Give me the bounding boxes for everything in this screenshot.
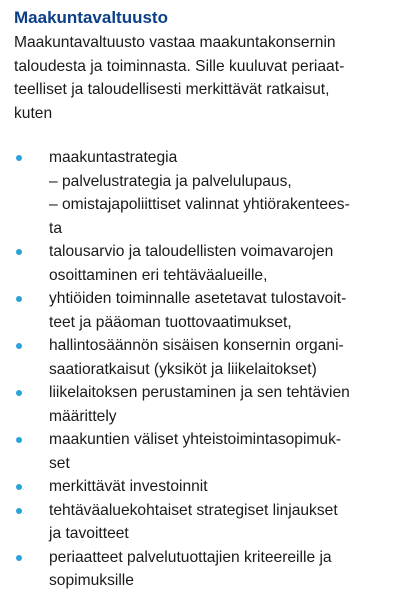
list-item bbox=[0, 287, 347, 334]
list-item-line: tehtäväaluekohtaiset strategiset linjaukset bbox=[49, 501, 338, 519]
list-item-line: maakuntien väliset yhteistoimintasopimuk- bbox=[49, 431, 342, 448]
list-item-line: teet ja pääoman tuottovaatimukset, bbox=[49, 313, 292, 331]
list-item bbox=[0, 499, 338, 546]
bullet-dot-icon bbox=[16, 296, 22, 302]
bullet-dot-icon bbox=[16, 343, 22, 349]
list-item bbox=[0, 381, 350, 428]
bullet-dot-icon bbox=[16, 484, 22, 490]
list-item-line: talousarvio ja taloudellisten voimavarojen bbox=[49, 243, 334, 260]
list-item-line: osoittaminen eri tehtäväalueille, bbox=[49, 266, 268, 284]
list-item-line: – palvelustrategia ja palvelulupaus, bbox=[49, 172, 292, 190]
list-item-line: sopimuksille bbox=[49, 572, 134, 589]
bullet-list bbox=[0, 146, 350, 593]
list-item bbox=[0, 240, 334, 287]
bullet-dot-icon bbox=[16, 155, 22, 161]
list-item bbox=[0, 428, 342, 475]
bullet-dot-icon bbox=[16, 555, 22, 561]
bullet-dot-icon bbox=[16, 508, 22, 514]
list-item bbox=[0, 475, 301, 499]
bullet-dot-icon bbox=[16, 249, 22, 255]
list-item-line: periaatteet palvelutuottajien kriteereille ja bbox=[49, 548, 332, 566]
bullet-dot-icon bbox=[16, 437, 22, 443]
list-item bbox=[0, 546, 332, 593]
list-item bbox=[0, 334, 344, 381]
list-item-line: ja tavoitteet bbox=[49, 525, 129, 542]
intro-line: kuten bbox=[14, 104, 53, 122]
list-item-line: liikelaitoksen perustaminen ja sen tehtävien bbox=[49, 384, 350, 401]
intro-line: teelliset ja taloudellisesti merkittävät ratkaisut, bbox=[14, 81, 330, 98]
list-item-line: määrittely bbox=[49, 407, 117, 425]
list-item-line: – omistajapoliittiset valinnat yhtiörakentees- bbox=[49, 196, 350, 213]
list-item-line: set bbox=[49, 454, 70, 472]
intro-line: Maakuntavaltuusto vastaa maakuntakonsernin bbox=[14, 34, 336, 51]
intro-paragraph bbox=[14, 31, 399, 125]
list-item bbox=[0, 146, 350, 240]
list-item-line: hallintosäännön sisäisen konsernin organi- bbox=[49, 337, 344, 354]
list-item-line: saatioratkaisut (yksiköt ja liikelaitokset) bbox=[49, 360, 317, 378]
list-item-line: ta bbox=[49, 219, 63, 237]
list-item-line: yhtiöiden toiminnalle asetetavat tulostavoit- bbox=[49, 290, 347, 307]
intro-line: taloudesta ja toiminnasta. Sille kuuluvat periaat- bbox=[14, 57, 345, 75]
list-item-line: merkittävät investoinnit bbox=[49, 478, 208, 495]
section-title: Maakuntavaltuusto bbox=[14, 8, 168, 27]
list-item-line: maakuntastrategia bbox=[49, 149, 178, 166]
bullet-dot-icon bbox=[16, 390, 22, 396]
